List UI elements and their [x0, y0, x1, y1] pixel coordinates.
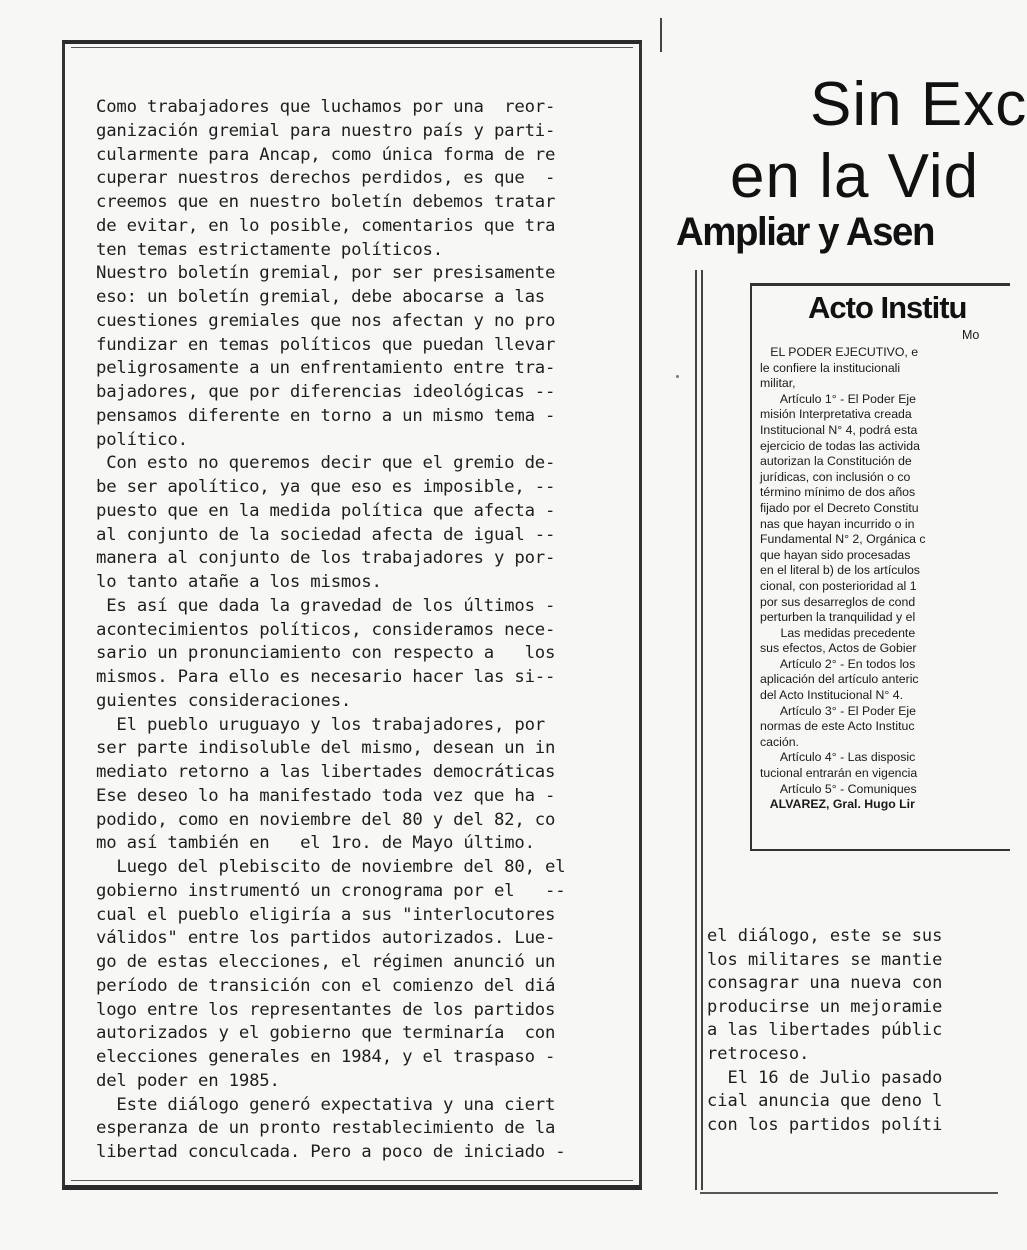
text-line: Artículo 3° - El Poder Eje: [760, 703, 916, 718]
text-line: EL PODER EJECUTIVO, e: [760, 345, 919, 359]
text-line: mediato retorno a las libertades democráticas: [96, 762, 556, 782]
text-line: sus efectos, Actos de Gobier: [760, 641, 917, 656]
text-line: retroceso.: [707, 1043, 810, 1064]
text-line: podido, como en noviembre del 80 y del 82, co: [96, 809, 556, 830]
text-line: término mínimo de dos años: [760, 485, 916, 500]
text-line: cación.: [760, 734, 799, 749]
text-line: creemos que en nuestro boletín debemos tratar: [96, 192, 556, 212]
text-line: cularmente para Ancap, como única forma de re: [96, 144, 556, 165]
text-line: consagrar una nueva con: [707, 973, 943, 994]
text-line: jurídicas, con inclusión o co: [760, 469, 911, 484]
text-line: Luego del plebiscito de noviembre del 80, el: [96, 857, 566, 877]
text-line: Artículo 5° - Comuniques: [760, 781, 917, 796]
text-line: ten temas estrictamente políticos.: [96, 239, 443, 260]
text-line: Ese deseo lo ha manifestado toda vez que ha -: [96, 785, 556, 806]
text-line: Nuestro boletín gremial, por ser presisamente: [96, 263, 556, 284]
text-line: el diálogo, este se sus: [707, 926, 943, 946]
text-line: cional, con posterioridad al 1: [760, 578, 917, 593]
text-line: fundizar en temas políticos que puedan llevar: [96, 334, 556, 355]
text-line: ejercicio de todas las activida: [760, 438, 920, 453]
text-line: del Acto Institucional N° 4.: [760, 688, 903, 703]
text-line: manera al conjunto de los trabajadores y por-: [96, 548, 556, 569]
text-line: puesto que en la medida política que afecta -: [96, 500, 556, 521]
text-line: nas que hayan incurrido o in: [760, 516, 915, 531]
text-line: del poder en 1985.: [96, 1070, 280, 1091]
text-line: acontecimientos políticos, consideramos nece-: [96, 619, 556, 640]
text-line: be ser apolítico, ya que eso es imposible, --: [96, 477, 556, 497]
text-line: logo entre los representantes de los partidos: [96, 999, 556, 1020]
text-line: por sus desarreglos de cond: [760, 594, 916, 609]
text-line: pensamos diferente en torno a un mismo tema -: [96, 405, 556, 426]
text-line: perturben la tranquilidad y el: [760, 610, 916, 625]
text-line: eso: un boletín gremial, debe abocarse a las: [96, 287, 545, 307]
text-line: Artículo 4° - Las disposic: [760, 750, 916, 765]
text-line: Es así que dada la gravedad de los últimos -: [96, 595, 556, 616]
text-line: guientes consideraciones.: [96, 690, 352, 711]
text-line: fijado por el Decreto Constitu: [760, 500, 919, 515]
text-line: sario un pronunciamiento con respecto a los: [96, 643, 556, 664]
decree-box-date: Mo: [962, 328, 980, 342]
text-line: ALVAREZ, Gral. Hugo Lir: [760, 797, 915, 812]
text-line: Artículo 2° - En todos los: [760, 656, 916, 671]
text-line: ganización gremial para nuestro país y parti-: [96, 120, 556, 141]
text-line: Las medidas precedente: [760, 625, 916, 640]
text-line: autorizados y el gobierno que terminaría con: [96, 1023, 556, 1044]
text-line: mismos. Para ello es necesario hacer las si--: [96, 667, 556, 687]
speck: [676, 375, 679, 378]
text-line: libertad conculcada. Pero a poco de iniciado -: [96, 1142, 566, 1162]
text-line: cual el pueblo eligiría a sus "interlocutores: [96, 904, 556, 925]
text-line: Como trabajadores que luchamos por una reor-: [96, 97, 556, 117]
text-line: Artículo 1° - El Poder Eje: [760, 391, 916, 406]
text-line: cuperar nuestros derechos perdidos, es que -: [96, 168, 556, 189]
text-line: de evitar, en lo posible, comentarios que tra: [96, 215, 556, 236]
decree-box-text: [760, 345, 1000, 813]
headline-line-1: Sin Exc: [810, 70, 1027, 139]
text-line: a las libertades públic: [707, 1020, 943, 1041]
text-line: esperanza de un pronto restablecimiento de la: [96, 1118, 556, 1139]
text-line: elecciones generales en 1984, y el traspaso -: [96, 1047, 556, 1067]
text-line: bajadores, que por diferencias ideológicas --: [96, 382, 556, 402]
text-line: aplicación del artículo anteric: [760, 672, 919, 687]
text-line: Con esto no queremos decir que el gremio de-: [96, 453, 556, 474]
text-line: go de estas elecciones, el régimen anunció un: [96, 952, 556, 972]
text-line: autorizan la Constitución de: [760, 454, 912, 469]
typed-statement-column: [96, 96, 628, 1165]
text-line: en el literal b) de los artículos: [760, 563, 920, 578]
text-line: militar,: [760, 376, 796, 391]
page-divider: [660, 18, 662, 52]
text-line: Fundamental N° 2, Orgánica c: [760, 532, 926, 547]
text-line: cuestiones gremiales que nos afectan y no pro: [96, 310, 556, 331]
text-line: que hayan sido procesadas: [760, 547, 911, 562]
text-line: mo así también en el 1ro. de Mayo último.: [96, 833, 535, 854]
text-line: tucional entrarán en vigencia: [760, 766, 918, 781]
text-line: peligrosamente a un enfrentamiento entre tra-: [96, 358, 556, 379]
text-line: El pueblo uruguayo y los trabajadores, por: [96, 714, 545, 735]
text-line: al conjunto de la sociedad afecta de igual --: [96, 524, 556, 545]
text-line: producirse un mejoramie: [707, 996, 943, 1017]
column-rule: [695, 270, 703, 1190]
text-line: político.: [96, 429, 188, 450]
decree-box-title: Acto Institu: [808, 290, 967, 325]
headline-line-2: en la Vid: [730, 142, 980, 211]
subheadline: Ampliar y Asen: [676, 210, 934, 254]
text-line: Institucional N° 4, podrá esta: [760, 422, 918, 437]
text-line: período de transición con el comienzo del diá: [96, 975, 556, 996]
text-line: Este diálogo generó expectativa y una ciert: [96, 1094, 556, 1115]
text-line: normas de este Acto Instituc: [760, 719, 915, 734]
clipping-body-text: [707, 925, 998, 1137]
text-line: con los partidos políti: [707, 1114, 943, 1135]
text-line: El 16 de Julio pasado: [707, 1067, 943, 1088]
text-line: ser parte indisoluble del mismo, desean un in: [96, 738, 556, 759]
text-line: válidos" entre los partidos autorizados. Lue-: [96, 928, 556, 949]
text-line: lo tanto atañe a los mismos.: [96, 572, 382, 592]
text-line: los militares se mantie: [707, 949, 943, 970]
text-line: misión Interpretativa creada: [760, 407, 912, 422]
bottom-rule: [700, 1192, 998, 1194]
text-line: cial anuncia que deno l: [707, 1091, 943, 1112]
text-line: le confiere la institucionali: [760, 360, 901, 375]
text-line: gobierno instrumentó un cronograma por el --: [96, 880, 566, 901]
